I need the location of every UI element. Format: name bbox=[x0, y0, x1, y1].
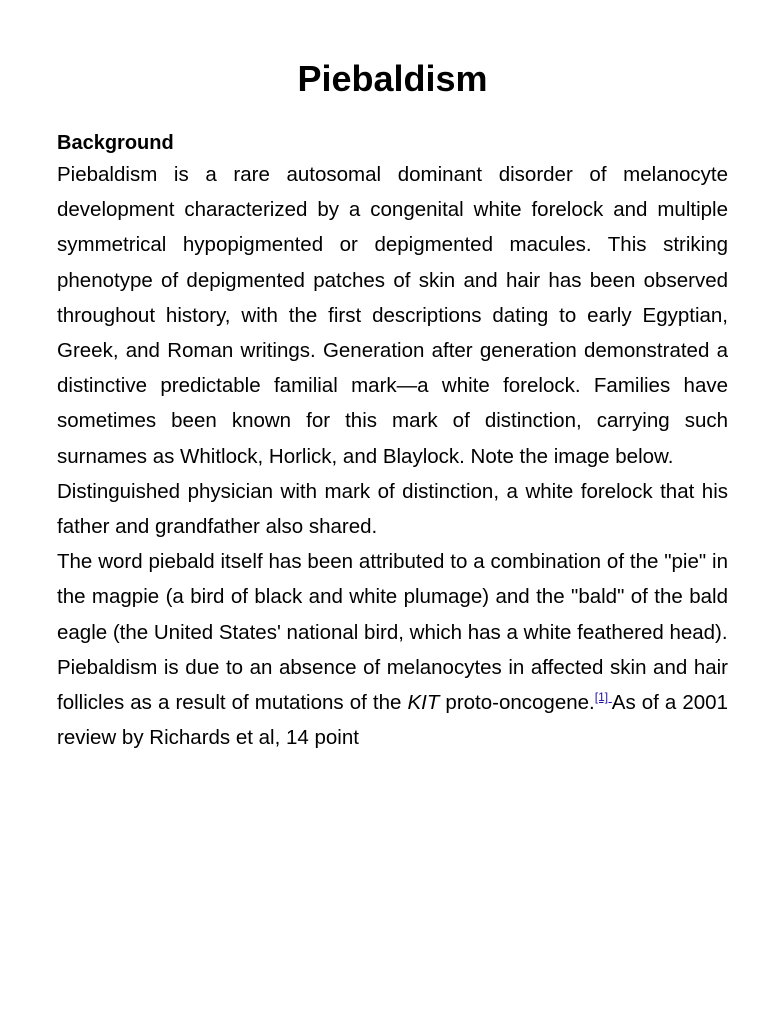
document-page bbox=[57, 0, 728, 755]
paragraph-3: The word piebald itself has been attributed to a combination of the "pie" in the magpie (a bird of black and white plumage) and the "bald" of the bald eagle (the United States' national bird, which has a white feathered head). bbox=[57, 550, 728, 644]
paragraph-4 bbox=[57, 650, 728, 756]
paragraph-4-text-start: Piebaldism is due to an absence of melanocytes in affected skin and hair follicles as a result of mutations of the bbox=[57, 655, 728, 715]
paragraph-4-text-middle: proto-oncogene. bbox=[439, 691, 595, 715]
gene-name: KIT bbox=[407, 691, 440, 715]
reference-link-1[interactable]: [1] bbox=[594, 690, 612, 705]
paragraph-1: Piebaldism is a rare autosomal dominant disorder of melanocyte development characterized by a congenital white forelock and multiple symmetrical hypopigmented or depigmented macules. This striking phenotype of depigmented patches of skin and hair has been observed throughout history, with the first descriptions dating to early Egyptian, Greek, and Roman writings. Generation after generation demonstrated a distinctive predictable familial mark—a white forelock. Families have sometimes been known for this mark of distinction, carrying such surnames as Whitlock, Horlick, and Blaylock. Note the image below. bbox=[57, 163, 728, 468]
paragraph-2: Distinguished physician with mark of distinction, a white forelock that his father and grandfather also shared. bbox=[57, 479, 728, 539]
paragraph-4-text-end: As of a 2001 review by Richards et al, 14 point bbox=[57, 691, 728, 750]
document-title: Piebaldism bbox=[297, 58, 488, 99]
section-heading: Background bbox=[57, 132, 174, 154]
